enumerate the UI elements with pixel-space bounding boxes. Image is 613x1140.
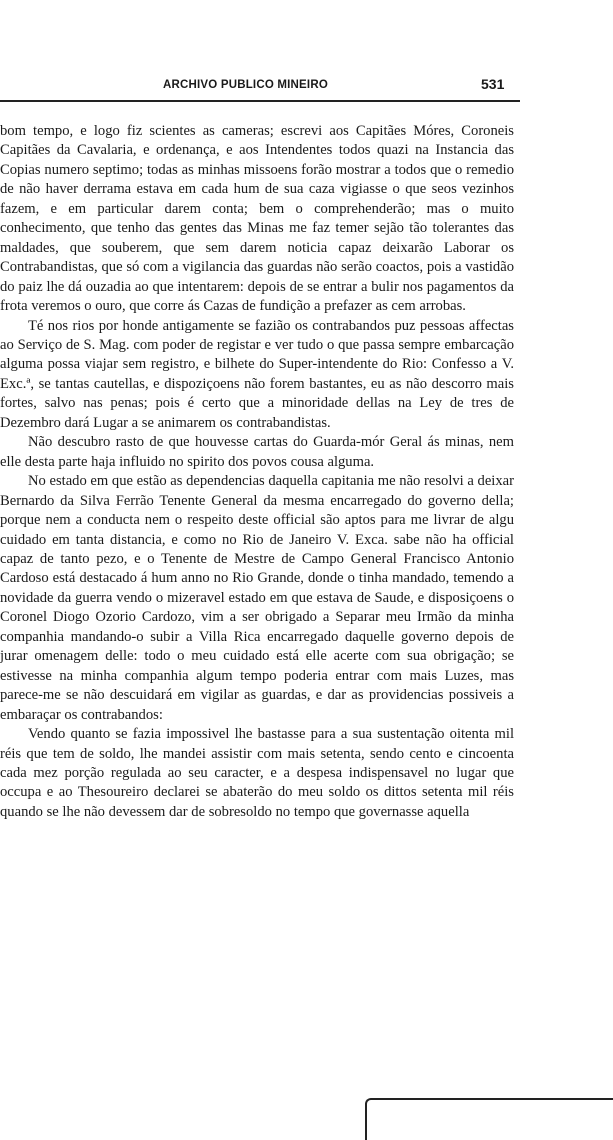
document-body — [0, 122, 514, 822]
paragraph: No estado em que estão as dependencias daquella capitania me não resolvi a deixar Bernardo da Silva Ferrão Tenente General da mesma encarregado do governo della; porque nem a conducta nem o respeito deste official são aptos para me livrar de algu cuidado em tanta distancia, e como no Rio de Janeiro V. Exca. sabe não ha official capaz de tanto pezo, e o Tenente de Mestre de Campo General Francisco Antonio Cardoso está destacado á hum anno no Rio Grande, donde o tinha mandado, temendo a novidade da guerra vendo o mizeravel estado em que estava de Saude, e disposiçoens o Coronel Diogo Ozorio Cardozo, vim a ser obrigado a Separar meu Irmão da minha companhia mandando-o subir a Villa Rica encarregado daquelle governo depois de jurar omenagem delle: todo o meu cuidado está elle acerte com sua obrigação; se estivesse na minha companhia algum tempo poderia entrar com mais Luzes, mas parece-me se não descuidará em vigilar as guardas, e dar as providencias possiveis a embaraçar os contrabandos: — [0, 473, 514, 723]
page-number: 531 — [481, 76, 505, 92]
paragraph: Vendo quanto se fazia impossivel lhe bastasse para a sua sustentação oitenta mil réis que tem de soldo, lhe mandei assistir com mais setenta, sendo cento e cincoenta cada mez porção regulada ao seu caracter, e a despesa indispensavel no lugar que occupa e ao Thesoureiro declarei se abaterão do meu soldo os dittos setenta mil réis quando se lhe não devessem dar de sobresoldo no tempo que governasse aquella — [0, 726, 514, 820]
paragraph: Té nos rios por honde antigamente se fazião os contrabandos puz pessoas affectas ao Serviço de S. Mag. com poder de registar e ver tudo o que passa sempre embarcação alguma possa viajar sem registro, e bilhete do Super-intendente do Rio: Confesso a V. Exc.ª, se tantas cautellas, e dispoziçoens não forem bastantes, eu as não descorro mais fortes, salvo nas penas; pois é certo que a minoridade dellas na Ley de tres de Dezembro dará Lugar a se animarem os contrabandistas. — [0, 317, 514, 431]
page-corner-mark — [365, 1098, 613, 1140]
running-header — [0, 76, 520, 102]
paragraph: bom tempo, e logo fiz scientes as cameras; escrevi aos Capitães Móres, Coroneis Capitães da Cavalaria, e ordenança, e aos Intendentes todos quazi na Instancia das Copias numero septimo; todas as minhas missoens forão mostrar a todos que o remedio de não haver derrama estava em cada hum de sua caza vigiasse o que seos vezinhos fazem, e em particular darem conta; bem o comprehenderão; mas o muito conhecimento, que tenho das gentes das Minas me faz temer sejão tão tolerantes das maldades, que souberem, que sem darem noticia capaz deixarão Laborar os Contrabandistas, que só com a vigilancia das guardas não serão coactos, pois a vastidão do paiz lhe dá ouzadia ao que intentarem: depois de se entrar a bulir nos pagamentos da frota veremos o ouro, que corre ás Cazas de fundição a prefazer as cem arrobas. — [0, 123, 514, 315]
running-title: ARCHIVO PUBLICO MINEIRO — [163, 79, 328, 91]
paragraph: Não descubro rasto de que houvesse cartas do Guarda-mór Geral ás minas, nem elle desta parte haja influido no spirito dos povos cousa alguma. — [0, 434, 514, 470]
